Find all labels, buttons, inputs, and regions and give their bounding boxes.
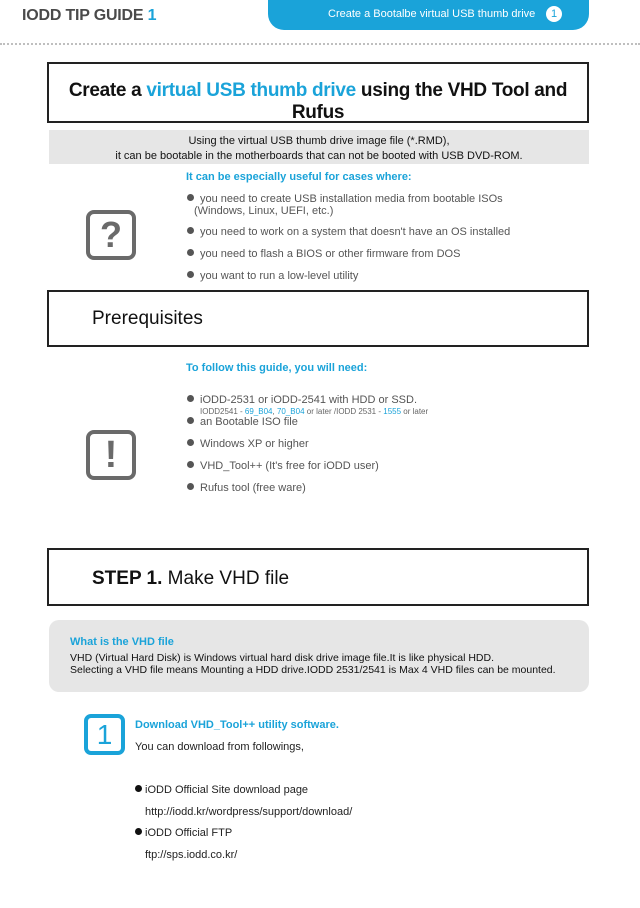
guide-label xyxy=(22,7,156,25)
vhd-info-band xyxy=(49,620,589,692)
use-case-item xyxy=(187,270,358,282)
intro-line-2: it can be bootable in the motherboards that can not be booted with USB DVD-ROM. xyxy=(115,150,523,162)
bullet-dot xyxy=(187,249,194,256)
page-title xyxy=(49,80,587,124)
download-source-label: iODD Official FTP xyxy=(145,827,233,839)
step1-title: Make VHD file xyxy=(162,568,290,589)
bullet-dot xyxy=(187,439,194,446)
note-separator: , xyxy=(272,407,277,416)
prereq-item xyxy=(187,438,309,450)
prereq-item xyxy=(187,482,306,494)
prerequisites-intro: To follow this guide, you will need: xyxy=(186,362,368,374)
use-case-text: you need to work on a system that doesn't have an OS installed xyxy=(200,226,511,238)
bullet-dot xyxy=(187,395,194,402)
prereq-item xyxy=(187,394,417,406)
vhd-info-line-1: VHD (Virtual Hard Disk) is Windows virtual hard disk drive image file.It is like physical HDD. xyxy=(70,652,495,664)
exclamation-icon: ! xyxy=(86,430,136,480)
bullet-dot xyxy=(187,461,194,468)
use-case-text: you need to flash a BIOS or other firmware from DOS xyxy=(200,248,461,260)
topic-badge: 1 xyxy=(546,6,562,22)
use-cases-heading: It can be especially useful for cases where: xyxy=(186,171,412,183)
prereq-text: an Bootable ISO file xyxy=(200,416,298,428)
download-subtitle: You can download from followings, xyxy=(135,741,304,753)
bullet-dot xyxy=(187,227,194,234)
title-before: Create a xyxy=(68,80,147,101)
step-number-badge: 1 xyxy=(84,714,125,755)
use-case-continuation: (Windows, Linux, UEFI, etc.) xyxy=(194,205,334,217)
vhd-info-line-2: Selecting a VHD file means Mounting a HDD drive.IODD 2531/2541 is Max 4 VHD files can be mounted. xyxy=(70,664,556,676)
prerequisites-box xyxy=(47,290,589,347)
bullet-dot xyxy=(187,417,194,424)
prereq-text: VHD_Tool++ (It's free for iODD user) xyxy=(200,460,379,472)
note-prefix: IODD2541 - xyxy=(200,407,245,416)
use-case-item xyxy=(187,193,503,205)
guide-number: 1 xyxy=(147,7,157,24)
download-link[interactable]: ftp://sps.iodd.co.kr/ xyxy=(145,849,238,861)
guide-label-text: IODD TIP GUIDE xyxy=(22,7,144,24)
download-source-label: iODD Official Site download page xyxy=(145,784,309,796)
topic-banner xyxy=(268,0,589,30)
title-after: using the VHD Tool and Rufus xyxy=(291,80,568,123)
note-version: 1555 xyxy=(383,407,402,416)
topic-text: Create a Bootalbe virtual USB thumb drive xyxy=(328,8,536,20)
title-highlight: virtual USB thumb drive xyxy=(146,80,356,101)
use-case-item xyxy=(187,248,460,260)
question-icon: ? xyxy=(86,210,136,260)
bullet-dot xyxy=(187,271,194,278)
prereq-text: Rufus tool (free ware) xyxy=(200,482,306,494)
download-source xyxy=(135,827,232,839)
step1-heading xyxy=(92,568,289,590)
use-case-text: you want to run a low-level utility xyxy=(200,270,359,282)
prereq-text: iODD-2531 or iODD-2541 with HDD or SSD. xyxy=(200,394,418,406)
note-middle: or later /IODD 2531 - xyxy=(304,407,384,416)
dotted-divider xyxy=(0,43,640,45)
version-note xyxy=(200,407,428,416)
use-case-item xyxy=(187,226,510,238)
prereq-item xyxy=(187,460,379,472)
intro-line-1: Using the virtual USB thumb drive image file (*.RMD), xyxy=(188,135,450,147)
prereq-text: Windows XP or higher xyxy=(200,438,309,450)
bullet-dot xyxy=(135,828,142,835)
download-title: Download VHD_Tool++ utility software. xyxy=(135,719,339,731)
use-case-text: you need to create USB installation media from bootable ISOs xyxy=(200,193,503,205)
step1-box xyxy=(47,548,589,606)
vhd-info-title: What is the VHD file xyxy=(70,636,174,648)
step1-label: STEP 1. xyxy=(92,568,163,589)
download-source xyxy=(135,784,308,796)
prereq-item xyxy=(187,416,298,428)
note-version: 69_B04 xyxy=(244,407,273,416)
title-box xyxy=(47,62,589,123)
intro-band xyxy=(49,130,589,164)
note-suffix: or later xyxy=(401,407,429,416)
bullet-dot xyxy=(187,194,194,201)
note-version: 70_B04 xyxy=(276,407,305,416)
download-link[interactable]: http://iodd.kr/wordpress/support/download/ xyxy=(145,806,353,818)
prerequisites-heading: Prerequisites xyxy=(92,308,203,329)
bullet-dot xyxy=(135,785,142,792)
bullet-dot xyxy=(187,483,194,490)
